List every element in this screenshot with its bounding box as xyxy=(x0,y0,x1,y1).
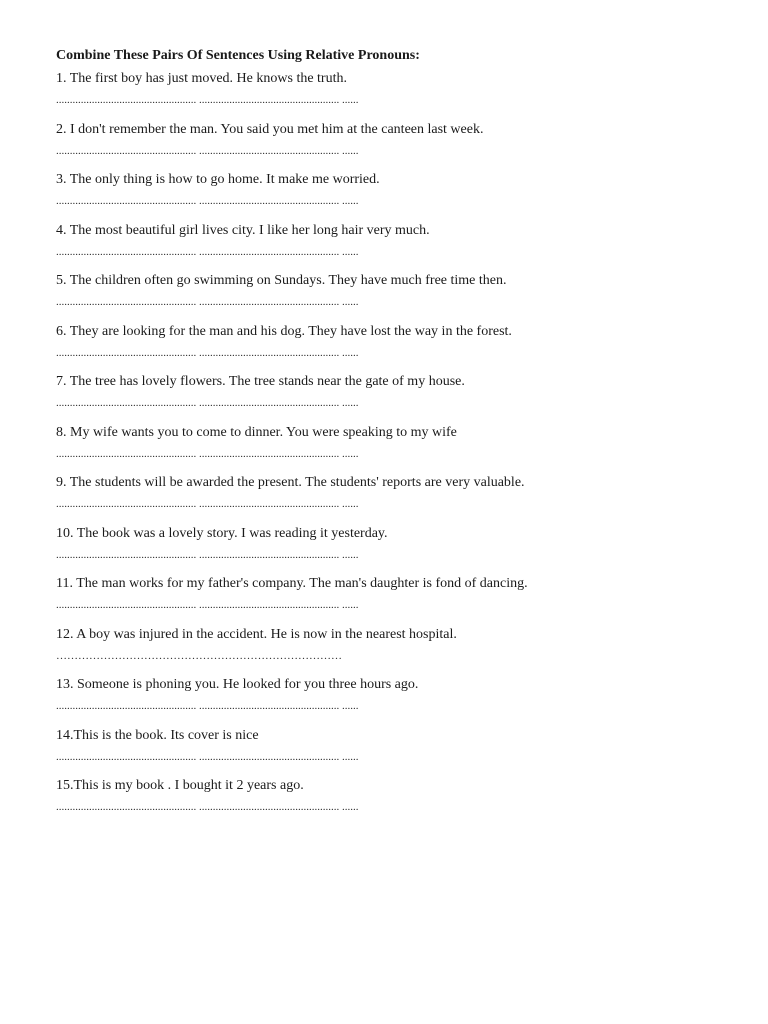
worksheet-title: Combine These Pairs Of Sentences Using Relative Pronouns: xyxy=(56,48,420,63)
answer-line: ................................................... ................................................... ...... xyxy=(56,801,359,813)
exercise-list xyxy=(56,70,736,824)
exercise-item xyxy=(56,424,736,471)
exercise-sentence: 13. Someone is phoning you. He looked for you three hours ago. xyxy=(56,677,419,692)
answer-line: …………………………………………………………………… xyxy=(56,649,342,662)
exercise-sentence: 2. I don't remember the man. You said you met him at the canteen last week. xyxy=(56,121,484,137)
answer-line: ................................................... ................................................... ...... xyxy=(56,397,359,409)
exercise-item xyxy=(56,323,736,370)
exercise-item xyxy=(56,70,736,117)
exercise-item xyxy=(56,626,736,673)
exercise-item xyxy=(56,575,736,622)
exercise-sentence: 15.This is my book . I bought it 2 years ago. xyxy=(56,778,304,793)
exercise-sentence: 12. A boy was injured in the accident. He is now in the nearest hospital. xyxy=(56,626,457,642)
answer-line: ................................................... ................................................... ...... xyxy=(56,599,359,611)
answer-line: ................................................... ................................................... ...... xyxy=(56,498,359,510)
exercise-sentence: 10. The book was a lovely story. I was reading it yesterday. xyxy=(56,525,388,541)
exercise-item xyxy=(56,222,736,269)
exercise-sentence: 3. The only thing is how to go home. It make me worried. xyxy=(56,172,380,187)
exercise-sentence: 1. The first boy has just moved. He knows the truth. xyxy=(56,71,347,86)
exercise-item xyxy=(56,525,736,572)
exercise-item xyxy=(56,272,736,319)
exercise-sentence: 11. The man works for my father's company. The man's daughter is fond of dancing. xyxy=(56,576,528,591)
answer-line: ................................................... ................................................... ...... xyxy=(56,548,359,561)
exercise-sentence: 9. The students will be awarded the present. The students' reports are very valuable. xyxy=(56,475,525,490)
exercise-item xyxy=(56,474,736,521)
exercise-sentence: 4. The most beautiful girl lives city. I like her long hair very much. xyxy=(56,222,430,238)
answer-line: ................................................... ................................................... ...... xyxy=(56,750,359,763)
exercise-sentence: 5. The children often go swimming on Sundays. They have much free time then. xyxy=(56,273,507,288)
answer-line: ................................................... ................................................... ...... xyxy=(56,447,359,460)
exercise-sentence: 8. My wife wants you to come to dinner. You were speaking to my wife xyxy=(56,424,457,440)
exercise-item xyxy=(56,121,736,168)
answer-line: ................................................... ................................................... ...... xyxy=(56,195,359,207)
worksheet-content xyxy=(56,46,736,824)
answer-line: ................................................... ................................................... ...... xyxy=(56,94,359,106)
answer-line: ................................................... ................................................... ...... xyxy=(56,700,359,712)
answer-line: ................................................... ................................................... ...... xyxy=(56,245,359,258)
exercise-item xyxy=(56,727,736,774)
answer-line: ................................................... ................................................... ...... xyxy=(56,296,359,308)
exercise-item xyxy=(56,777,736,824)
exercise-sentence: 7. The tree has lovely flowers. The tree stands near the gate of my house. xyxy=(56,374,465,389)
exercise-item xyxy=(56,171,736,218)
exercise-item xyxy=(56,676,736,723)
exercise-sentence: 6. They are looking for the man and his dog. They have lost the way in the forest. xyxy=(56,323,512,339)
exercise-sentence: 14.This is the book. Its cover is nice xyxy=(56,727,259,743)
answer-line: ................................................... ................................................... ...... xyxy=(56,144,359,157)
exercise-item xyxy=(56,373,736,420)
answer-line: ................................................... ................................................... ...... xyxy=(56,346,359,359)
